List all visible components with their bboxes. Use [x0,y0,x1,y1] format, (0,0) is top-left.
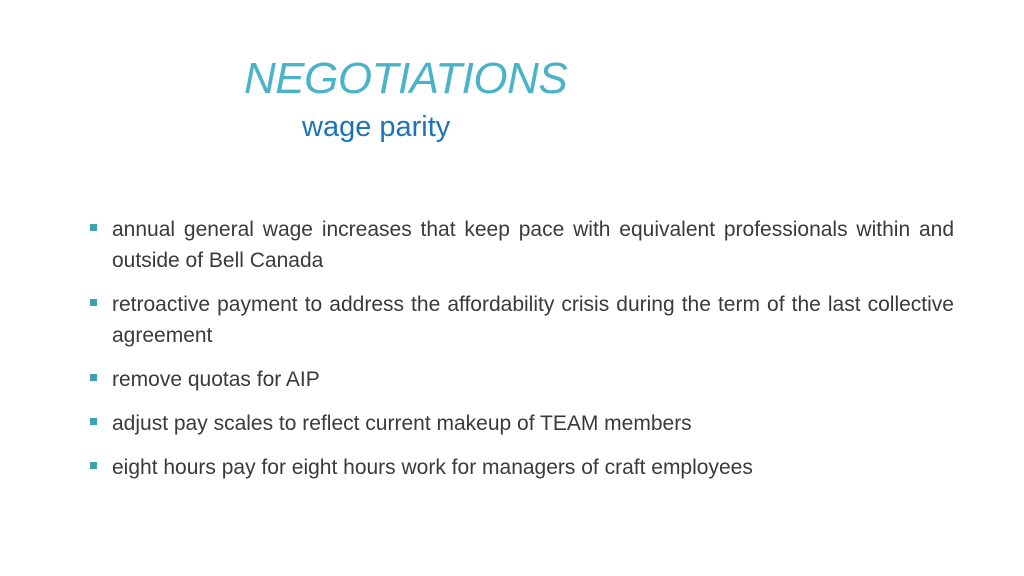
title-block [244,52,664,144]
bullet-text: adjust pay scales to reflect current makeup of TEAM members [112,412,692,435]
slide-subtitle: wage parity [302,111,451,143]
bullet-item [88,452,954,483]
bullet-list [88,214,954,496]
bullet-text: retroactive payment to address the affordability crisis during the term of the last collective agreement [112,293,954,347]
square-bullet-icon [90,224,97,231]
bullet-item [88,289,954,351]
bullet-text: remove quotas for AIP [112,368,320,391]
bullet-item [88,214,954,276]
bullet-text: eight hours pay for eight hours work for managers of craft employees [112,456,753,479]
square-bullet-icon [90,462,97,469]
bullet-text: annual general wage increases that keep pace with equivalent professionals within and outside of Bell Canada [112,218,954,272]
square-bullet-icon [90,418,97,425]
bullet-item [88,364,954,395]
slide-title: NEGOTIATIONS [244,54,568,103]
square-bullet-icon [90,374,97,381]
bullet-item [88,408,954,439]
square-bullet-icon [90,299,97,306]
